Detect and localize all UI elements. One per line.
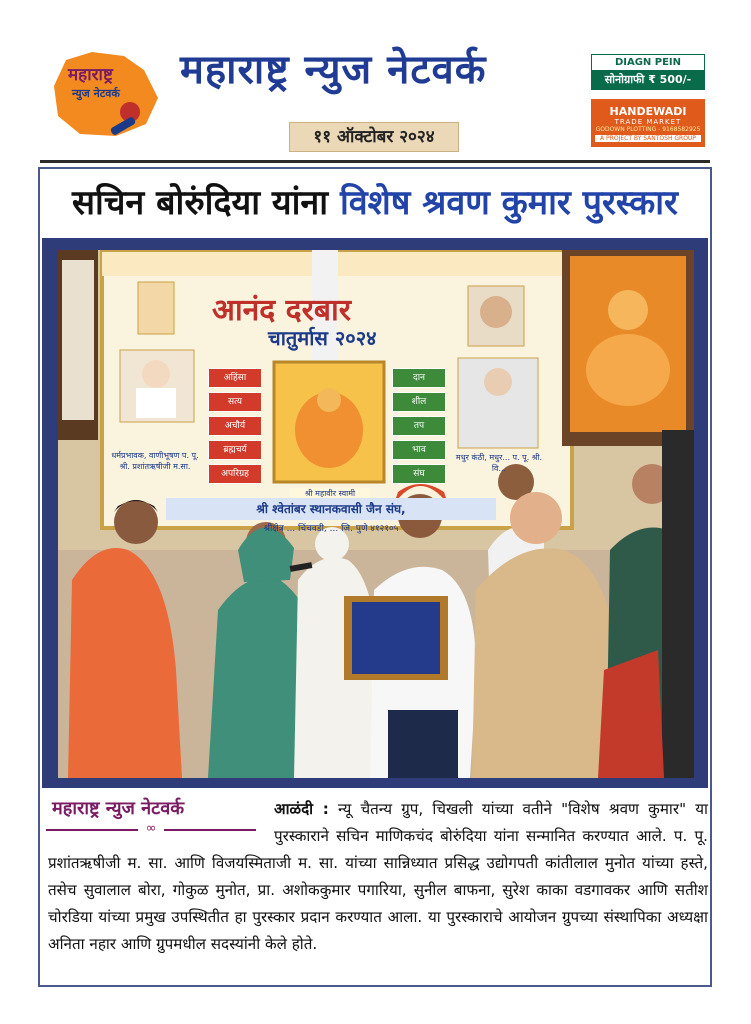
logo-text-primary: महाराष्ट्र <box>68 65 113 85</box>
header-divider <box>40 160 710 163</box>
virtue-right-5: संघ <box>392 464 446 484</box>
banner-title: आनंद दरबार <box>212 293 352 328</box>
virtue-right-2: शील <box>392 392 446 412</box>
ad2-title: HANDEWADI <box>609 105 687 118</box>
headline-part-2: विशेष श्रवण कुमार पुरस्कार <box>339 183 678 223</box>
ad-handewadi[interactable] <box>591 99 705 147</box>
banner-caption-right: मधुर कंठी, मधुर... प. पू. श्री. वि... <box>455 453 543 473</box>
issue-date: ११ ऑक्टोबर २०२४ <box>289 122 459 152</box>
article-body-text: न्यू चैतन्य ग्रुप, चिखली यांच्या वतीने "विशेष श्रवण कुमार" या पुरस्काराने सचिन माणिकचंद बोरुंदिया यांना सन्मानित करण्यात आले. प. पू. प्रशांतऋषीजी म. सा. आणि विजयस्मिताजी म. सा. यांच्या सान्निध्यात प्रसिद्ध उद्योगपती कांतीलाल मुनोत यांच्या हस्ते, तसेच सुवालाल बोरा, गोकुळ मुनोत, प्रा. अशोककुमार पगारिया, सुनील बाफना, सुरेश काका वडगावकर आणि सतीश चोरडिया यांच्या प्रमुख उपस्थितीत हा पुरस्कार प्रदान करण्यात आला. या पुरस्काराचे आयोजन ग्रुपच्या संस्थापिका अध्यक्षा अनिता नहार आणि ग्रुपमधील सदस्यांनी केले होते. <box>48 800 708 953</box>
banner-strip: श्री श्वेतांबर स्थानकवासी जैन संघ, <box>166 498 496 520</box>
virtue-right-1: दान <box>392 368 446 388</box>
logo-text-secondary: न्युज नेटवर्क <box>72 87 120 100</box>
article-headline <box>40 173 710 233</box>
ad2-brand: A PROJECT BY SANTOSH GROUP <box>595 135 701 142</box>
virtue-right-3: तप <box>392 416 446 436</box>
byline: महाराष्ट्र न्युज नेटवर्क <box>52 798 185 819</box>
ad1-brand: DIAGN PEIN <box>614 57 682 68</box>
banner-subtitle: चातुर्मास २०२४ <box>268 326 377 350</box>
virtue-right-4: भाव <box>392 440 446 460</box>
virtue-left-2: सत्य <box>208 392 262 412</box>
ad1-offer: सोनोग्राफी ₹ 500/- <box>592 70 704 89</box>
byline-ornament: ∞ <box>138 820 164 838</box>
virtue-left-5: अपरिग्रह <box>208 464 262 484</box>
ad2-subtitle: TRADE MARKET <box>614 118 682 126</box>
article-photo <box>58 250 694 778</box>
banner-caption-left: धर्मप्रभावक, वाणीभूषण प. पू. श्री. प्रशांतऋषीजी म.सा. <box>111 451 199 471</box>
publication-logo <box>46 46 164 142</box>
virtue-left-3: अचौर्य <box>208 416 262 436</box>
banner-caption-idol: श्री महावीर स्वामी <box>290 488 370 499</box>
virtue-left-4: ब्रह्मचर्य <box>208 440 262 460</box>
ad2-phone: GODOWN PLOTTING - 9168582925 <box>595 126 701 133</box>
ad-diagnopein[interactable] <box>591 54 705 90</box>
headline-part-1: सचिन बोरुंदिया यांना <box>72 183 329 223</box>
virtue-left-1: अहिंसा <box>208 368 262 388</box>
banner-strip-address: श्रीक्षेत्र ... चिंचवडी, ... जि. पुणे ४१२१०५ <box>263 524 399 534</box>
dateline-place: आळंदी : <box>274 800 329 818</box>
masthead-title: महाराष्ट्र न्युज नेटवर्क <box>180 47 487 93</box>
